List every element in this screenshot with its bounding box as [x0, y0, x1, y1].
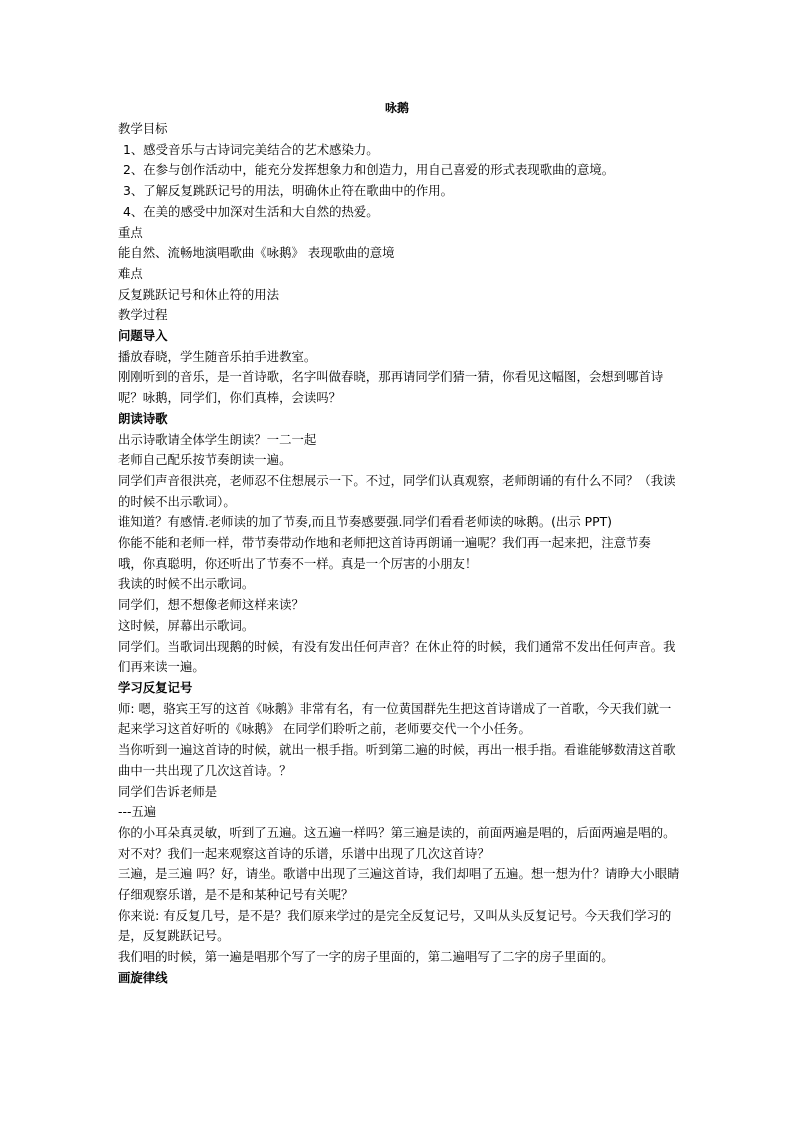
paragraph-text: 我们唱的时候，第一遍是唱那个写了一字的房子里面的，第二遍唱写了二字的房子里面的。 [118, 949, 614, 965]
paragraph-text: 教学过程 [118, 307, 168, 323]
paragraph-text: 同学们告诉老师是 [118, 783, 218, 799]
paragraph-text: 1、感受音乐与古诗词完美结合的艺术感染力。 [123, 141, 379, 157]
section-heading: 学习反复记号 [118, 679, 193, 695]
section-heading: 问题导入 [118, 328, 168, 344]
paragraph-text: 刚刚听到的音乐，是一首诗歌，名字叫做春晓，那再请同学们猜一猜，你看见这幅图，会想到哪首诗呢？咏鹅，同学们，你们真棒，会读吗？ [118, 369, 664, 406]
paragraph-text: 同学们。当歌词出现鹅的时候，有没有发出任何声音？在休止符的时候，我们通常不发出任何声音。我们再来读一遍。 [118, 638, 676, 675]
paragraph-text: 当你听到一遍这首诗的时候，就出一根手指。听到第二遍的时候，再出一根手指。看谁能够数清这首歌曲中一共出现了几次这首诗。？ [118, 742, 676, 778]
paragraph-text: 重点 [118, 224, 143, 240]
paragraph-text: 谁知道？有感情.老师读的加了节奏,而且节奏感要强.同学们看看老师读的咏鹅。(出示 PPT) [118, 514, 612, 530]
paragraph-text: 同学们，想不想像老师这样来读？ [118, 597, 304, 613]
paragraph-text: 能自然、流畅地演唱歌曲《咏鹅》 表现歌曲的意境 [118, 245, 395, 261]
document-body [118, 119, 680, 989]
paragraph-text: 你能不能和老师一样，带节奏带动作地和老师把这首诗再朗诵一遍呢？我们再一起来把，注意节奏 [118, 535, 651, 551]
paragraph-text: 三遍，是三遍 吗？好，请坐。歌谱中出现了三遍这首诗，我们却唱了五遍。想一想为什？请睁大小眼睛仔细观察乐谱，是不是和某种记号有关呢？ [118, 866, 680, 903]
paragraph-text: 同学们声音很洪亮，老师忍不住想展示一下。不过，同学们认真观察，老师朗诵的有什么不同？（我读的时候不出示歌词）。 [118, 472, 676, 509]
paragraph-text: 老师自己配乐按节奏朗读一遍。 [118, 452, 292, 468]
paragraph-text: 3、了解反复跳跃记号的用法，明确休止符在歌曲中的作用。 [123, 183, 454, 199]
paragraph-text: ---五遍 [118, 804, 157, 820]
paragraph-text: 2、在参与创作活动中，能充分发挥想象力和创造力，用自己喜爱的形式表现歌曲的意境。 [123, 162, 615, 178]
paragraph-text: 播放春晓，学生随音乐拍手进教室。 [118, 348, 317, 364]
paragraph-text: 你来说: 有反复几号，是不是？我们原来学过的是完全反复记号，又叫从头反复记号。今天我们学习的是，反复跳跃记号。 [118, 907, 672, 944]
paragraph-text: 出示诗歌请全体学生朗读？一二一起 [118, 431, 317, 447]
paragraph-text: 我读的时候不出示歌词。 [118, 576, 255, 592]
paragraph-text: 师: 嗯，骆宾王写的这首《咏鹅》非常有名，有一位黄国群先生把这首诗谱成了一首歌，今天我们就一起来学习这首好听的《咏鹅》 在同学们聆听之前，老师要交代一个小任务。 [118, 700, 672, 737]
document-title: 咏鹅 [384, 101, 409, 115]
paragraph-text: 这时候，屏幕出示歌词。 [118, 617, 255, 633]
paragraph-text: 难点 [118, 265, 143, 281]
section-heading: 画旋律线 [118, 969, 168, 985]
paragraph-text: 哦，你真聪明，你还听出了节奏不一样。真是一个厉害的小朋友！ [118, 555, 478, 571]
paragraph-text: 教学目标 [118, 121, 168, 136]
section-heading: 朗读诗歌 [118, 410, 168, 426]
paragraph-text: 反复跳跃记号和休止符的用法 [118, 286, 280, 302]
paragraph-text: 4、在美的感受中加深对生活和大自然的热爱。 [123, 203, 379, 219]
paragraph-text: 你的小耳朵真灵敏，听到了五遍。这五遍一样吗？第三遍是读的，前面两遍是唱的，后面两遍是唱的。对不对？我们一起来观察这首诗的乐谱，乐谱中出现了几次这首诗？ [118, 824, 676, 861]
